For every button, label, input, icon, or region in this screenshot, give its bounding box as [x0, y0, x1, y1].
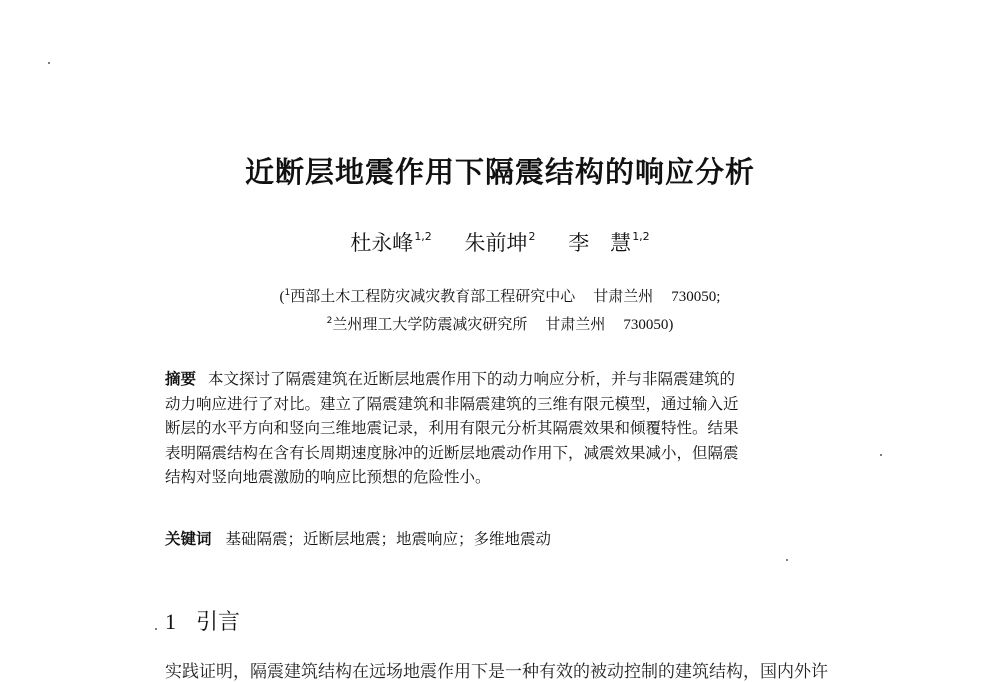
affiliation: [0, 313, 1000, 334]
affiliation-mark: 2: [326, 316, 333, 326]
author-name: 朱前坤: [464, 231, 528, 255]
keywords: [165, 527, 551, 549]
section-heading: [165, 605, 240, 636]
affiliation-close-paren: ): [668, 317, 674, 333]
scan-speck: [880, 454, 882, 456]
affiliation-location: 甘肃兰州: [593, 287, 654, 305]
author: [568, 227, 650, 257]
abstract-line: 动力响应进行了对比。建立了隔震建筑和非隔震建筑的三维有限元模型，通过输入近: [165, 394, 739, 413]
affiliation-postcode: 730050;: [671, 289, 721, 305]
scan-speck: [48, 62, 50, 64]
author-affiliation-mark: 2: [528, 230, 536, 243]
affiliation: [0, 285, 1000, 306]
author-affiliation-mark: 1,2: [632, 230, 650, 243]
scan-speck: [155, 628, 157, 630]
affiliation-location: 甘肃兰州: [545, 315, 606, 333]
paper-title: 近断层地震作用下隔震结构的响应分析: [244, 155, 755, 189]
affiliation-org: 西部土木工程防灾减灾教育部工程研究中心: [290, 287, 576, 305]
abstract-line: 表明隔震结构在含有长周期速度脉冲的近断层地震动作用下，减震效果减小，但隔震: [165, 443, 739, 462]
affiliation-open-paren: (: [279, 289, 285, 305]
section-title: 引言: [196, 610, 241, 635]
author: [350, 227, 432, 257]
abstract-line: 断层的水平方向和竖向三维地震记录，利用有限元分析其隔震效果和倾覆特性。结果: [165, 419, 739, 437]
affiliation-org: 兰州理工大学防震减灾研究所: [332, 315, 528, 333]
author-name: 李 慧: [568, 231, 632, 255]
author-name: 杜永峰: [350, 231, 414, 255]
affiliation-mark: 1: [284, 288, 291, 298]
keywords-label: 关键词: [165, 530, 212, 548]
scan-speck: [786, 559, 788, 561]
author-list: [0, 227, 1000, 257]
section-number: 1: [165, 609, 176, 634]
affiliation-postcode: 730050: [623, 317, 669, 333]
author-affiliation-mark: 1,2: [414, 230, 432, 243]
abstract-line: [165, 367, 837, 392]
abstract-text: 本文探讨了隔震建筑在近断层地震作用下的动力响应分析，并与非隔震建筑的: [208, 370, 736, 388]
body-text-line: 实践证明，隔震建筑结构在远场地震作用下是一种有效的被动控制的建筑结构，国内外许: [165, 662, 828, 682]
keywords-text: 基础隔震；近断层地震；地震响应；多维地震动: [225, 530, 552, 548]
abstract-label: 摘要: [165, 370, 197, 388]
abstract: [165, 367, 837, 490]
abstract-line: 结构对竖向地震激励的响应比预想的危险性小。: [165, 468, 491, 486]
author: [465, 227, 536, 257]
